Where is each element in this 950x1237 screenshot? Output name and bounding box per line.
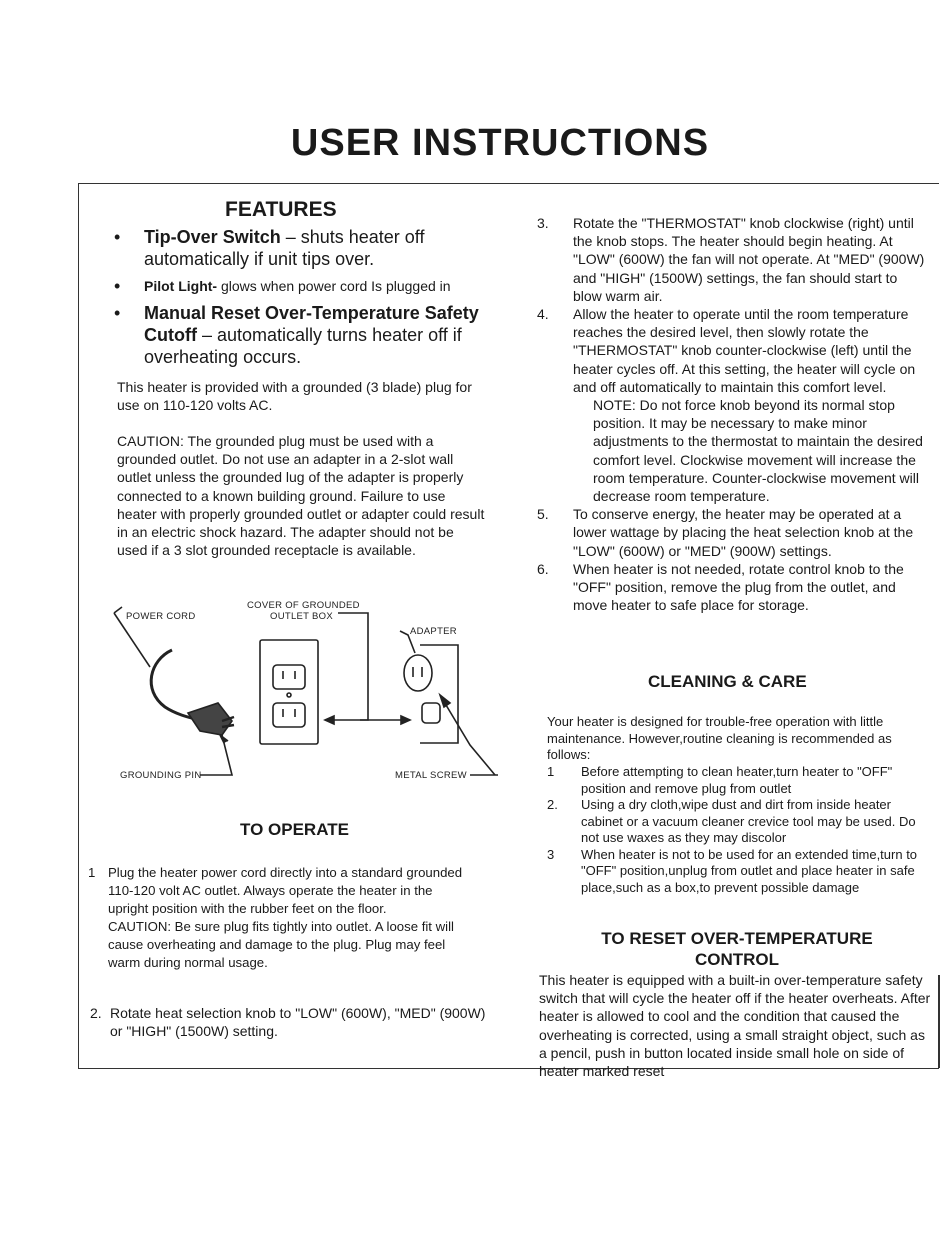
cleaning-intro: Your heater is designed for trouble-free operation with little maintenance. However,routine cleaning is recommended as follows: — [547, 714, 892, 762]
outlet-box — [260, 640, 318, 744]
adapter-lower-socket — [422, 703, 440, 723]
feature-item-bold: Tip-Over Switch — [144, 227, 281, 247]
operate-step-number: 6. — [537, 560, 549, 577]
feature-item-text: – shuts heater off automatically if unit tips over. — [144, 227, 425, 269]
feature-item-bold: Pilot Light- — [144, 278, 218, 294]
connector-arrowhead-left — [325, 716, 334, 724]
features-list — [112, 226, 512, 368]
operate-step — [537, 560, 927, 615]
operate-step-text: To conserve energy, the heater may be operated at a lower wattage by placing the heat selection knob at the "LOW" (600W) or "MED" (900W) settings. — [573, 506, 914, 559]
operate-step-number: 2. — [90, 1005, 102, 1021]
socket-slots — [283, 671, 295, 717]
feature-item — [112, 226, 512, 270]
metal-screw-label: METAL SCREW — [395, 770, 467, 781]
operate-step-number: 3. — [537, 215, 549, 231]
operate-heading: TO OPERATE — [240, 820, 349, 839]
metal-screw-leader — [440, 695, 495, 775]
operate-step — [537, 214, 927, 305]
cover-label-line2: OUTLET BOX — [270, 611, 334, 622]
cleaning-item-text: Using a dry cloth,wipe dust and dirt from inside heater cabinet or a vacuum cleaner crevice tool may be used. Do not use waxes as they may discolor — [581, 797, 916, 845]
page-title: USER INSTRUCTIONS — [290, 122, 710, 164]
operate-step-caution: CAUTION: Be sure plug fits tightly into outlet. A loose fit will cause overheating and damage to the plug. Plug may feel warm during normal usage. — [108, 919, 454, 970]
adapter-slots — [413, 667, 422, 677]
feature-item-text: – automatically turns heater off if overheating occurs. — [144, 325, 462, 367]
operate-step — [537, 505, 927, 560]
operate-step-text: When heater is not needed, rotate control knob to the "OFF" position, remove the plug from the outlet, and move heater to safe place for storage. — [573, 560, 904, 614]
grounding-caution: CAUTION: The grounded plug must be used with a grounded outlet. Do not use an adapter in a 2-slot wall outlet unless the grounded lug of the adapter is properly connected to a known building ground. Failure to use heater with properly grounded outlet or adapter could result in an electric shock hazard. The adapter should not be used if a 3 slot grounded receptacle is available. — [117, 433, 485, 559]
reset-heading-line1: TO RESET OVER-TEMPERATURE — [601, 929, 873, 948]
cleaning-item-number: 2. — [547, 797, 558, 812]
cleaning-item-number: 1 — [547, 764, 555, 779]
cleaning-item — [547, 797, 932, 847]
operate-step — [88, 864, 468, 972]
adapter-face — [404, 655, 432, 691]
cleaning-item — [547, 764, 932, 797]
outlet-adapter-diagram — [110, 595, 510, 790]
operate-step-text: Rotate the "THERMOSTAT" knob clockwise (right) until the knob stops. The heater should begin heating. At "LOW" (600W) the fan will not operate. At "MED" (900W) and "HIGH" (1500W) settings, the fan should start to blow warm air. — [573, 215, 925, 304]
operate-step — [90, 1004, 490, 1040]
power-cord-leader — [114, 607, 122, 613]
operate-step-text: Rotate heat selection knob to "LOW" (600W), "MED" (900W) or "HIGH" (1500W) setting. — [110, 1005, 486, 1040]
operate-step-number: 5. — [537, 506, 549, 523]
cleaning-heading: CLEANING & CARE — [648, 672, 807, 691]
cover-label-line1: COVER OF GROUNDED — [247, 600, 360, 611]
cleaning-item-text: Before attempting to clean heater,turn heater to "OFF" position and remove plug from outlet — [581, 764, 893, 796]
metal-screw-arrowhead — [440, 695, 450, 707]
operate-step — [537, 305, 927, 505]
operate-step-number: 4. — [537, 306, 549, 323]
reset-heading — [585, 928, 889, 970]
cleaning-item-number: 3 — [547, 846, 555, 862]
outlet-socket-top — [273, 665, 305, 689]
operate-step-number: 1 — [88, 865, 96, 880]
reset-instructions: This heater is equipped with a built-in over-temperature safety switch that will cycle the heater off if the heater overheats. After heater is allowed to cool and the condition that caused the overheating is corrected, using a small straight object, such as a pencil, push in button located inside small hole on side of heater marked reset — [539, 972, 931, 1080]
cover-label-leader — [338, 613, 368, 720]
feature-item-bold: Manual Reset Over-Temperature Safety Cutoff — [144, 303, 479, 345]
feature-item — [112, 276, 512, 296]
frame-right-edge — [938, 975, 940, 1068]
features-heading: FEATURES — [225, 198, 337, 221]
feature-item — [112, 302, 512, 368]
outlet-socket-bottom — [273, 703, 305, 727]
outlet-screw — [287, 693, 291, 697]
grounded-plug-note: This heater is provided with a grounded (3 blade) plug for use on 110-120 volts AC. — [117, 379, 472, 414]
grounding-pin-arrowhead — [220, 735, 228, 743]
operate-steps-continued — [537, 214, 927, 614]
power-cord-label: POWER CORD — [126, 611, 196, 622]
feature-item-text: glows when power cord Is plugged in — [217, 278, 451, 294]
grounding-pin-label: GROUNDING PIN — [120, 770, 202, 781]
cleaning-item-text: When heater is not to be used for an extended time,turn to "OFF" position,unplug from outlet and place heater in safe place,such as a box,to prevent possible damage — [581, 846, 918, 895]
operate-step-text: Allow the heater to operate until the room temperature reaches the desired level, then slowly rotate the "THERMOSTAT" knob counter-clockwise (left) until the heater cycles off. At this setting, the heater will cycle on and off automatically to maintain this comfort level. — [573, 306, 916, 395]
operate-step-text: Plug the heater power cord directly into a standard grounded 110-120 volt AC outlet. Always operate the heater in the upright position with the rubber feet on the floor. — [108, 865, 463, 916]
thermostat-note: NOTE: Do not force knob beyond its normal stop position. It may be necessary to make minor adjustments to the thermostat to maintain the desired comfort level. Clockwise movement will increase the room temperature. Counter-clockwise movement will decrease room temperature. — [593, 397, 923, 505]
reset-heading-line2: CONTROL — [694, 950, 780, 969]
cleaning-list — [547, 764, 932, 896]
cleaning-item — [547, 847, 932, 897]
connector-arrowhead-right — [401, 716, 410, 724]
adapter-label: ADAPTER — [410, 626, 457, 637]
